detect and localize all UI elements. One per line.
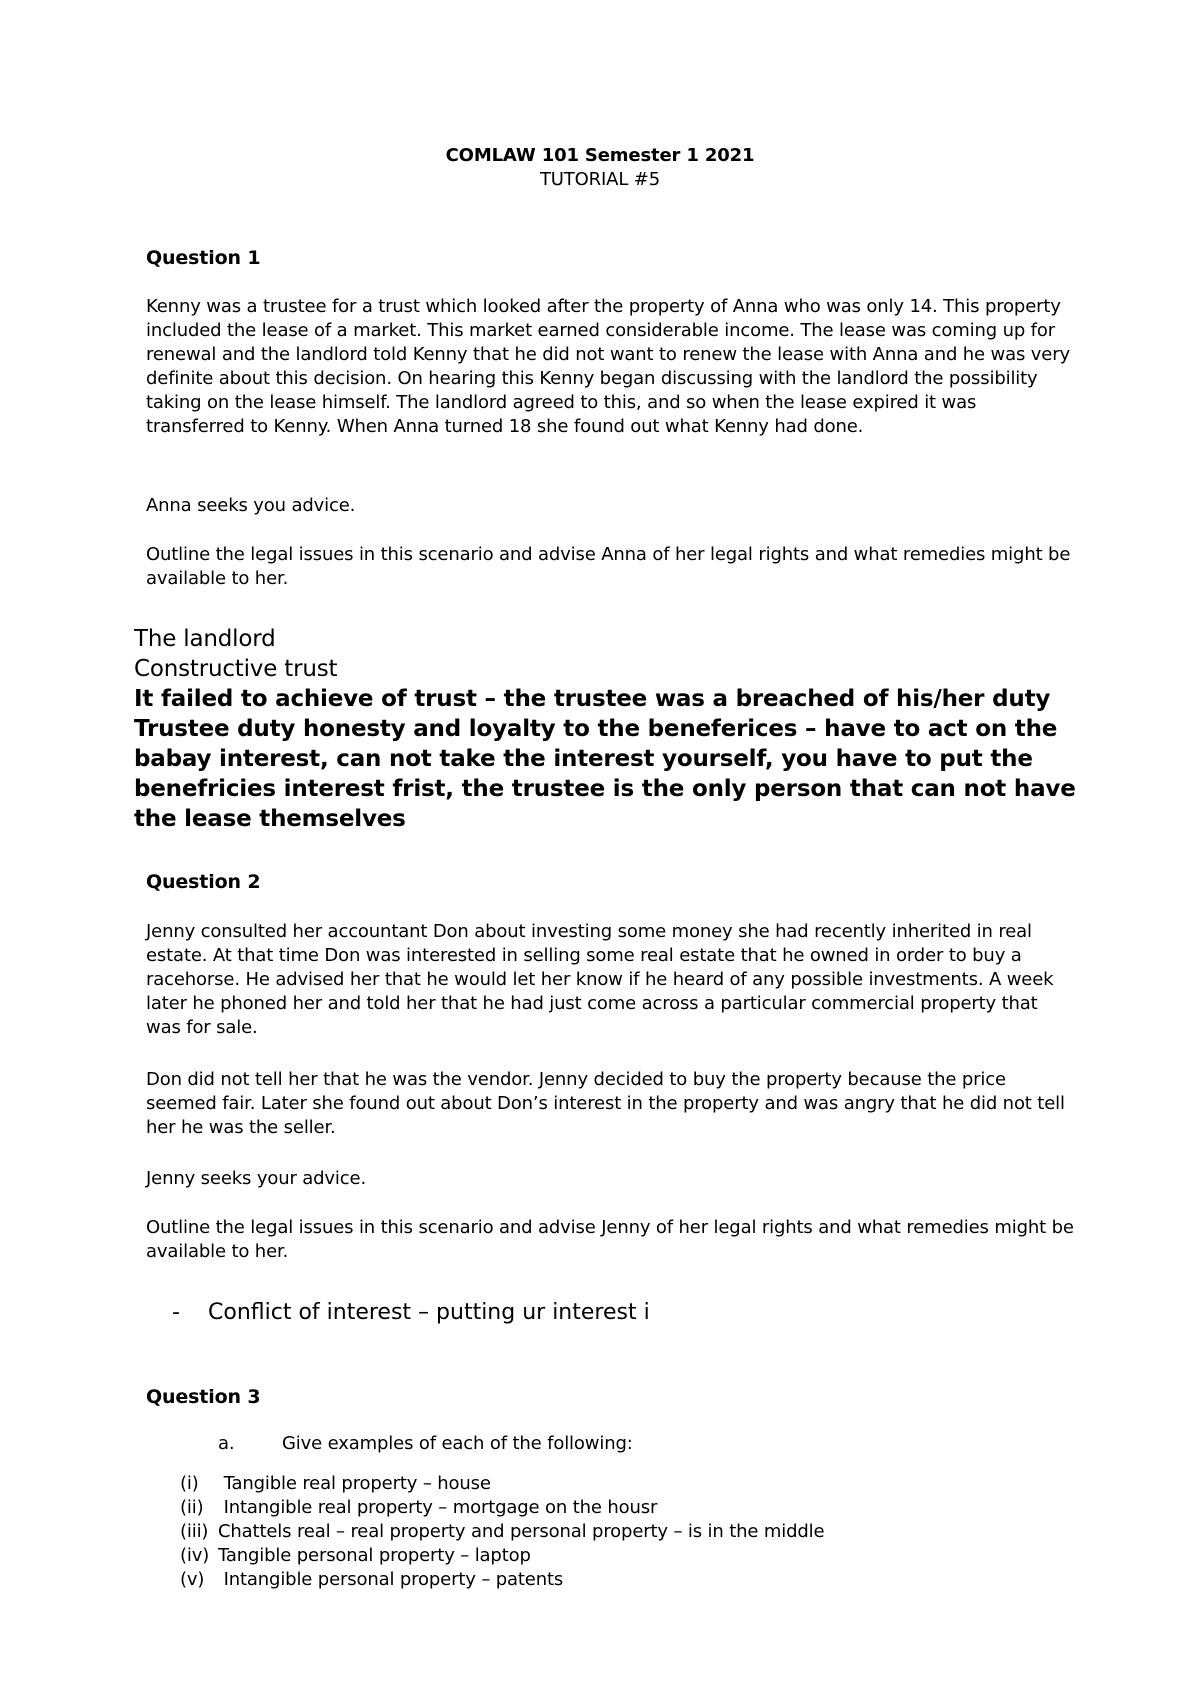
list-item-number: (ii): [180, 1497, 204, 1518]
question-1-instruction: Outline the legal issues in this scenario and advise Anna of her legal rights and what remedies might be available to her.: [146, 544, 1071, 589]
note-line-constructive-trust: Constructive trust: [134, 656, 338, 682]
list-item: [180, 1472, 824, 1496]
note-line-landlord: The landlord: [134, 626, 276, 652]
list-item: [180, 1568, 824, 1592]
answer-notes-1: [134, 624, 1094, 834]
list-item-number: (v): [180, 1569, 205, 1590]
question-1-request: Anna seeks you advice.: [146, 495, 356, 516]
list-item-text: Tangible personal property – laptop: [218, 1545, 531, 1566]
property-examples-list: [180, 1472, 824, 1592]
note-line-trust-duty: It failed to achieve of trust – the trustee was a breached of his/her duty Trustee duty honesty and loyalty to the beneferices – have to act on the babay interest, can not take the interest yourself, you have to put the benefricies interest frist, the trustee is the only person that can not have the lease themselves: [134, 686, 1076, 832]
question-3-part-a: [218, 1432, 633, 1456]
document-title: COMLAW 101 Semester 1 2021: [445, 145, 755, 166]
list-item-text: Tangible real property – house: [223, 1473, 491, 1494]
question-2-paragraph: Jenny consulted her accountant Don about investing some money she had recently inherited in real estate. At that time Don was interested in selling some real estate that he owned in order to buy a racehorse. He advised her that he would let her know if he heard of any possible investments. A week later he phoned her and told her that he had just come across a particular commercial property that was for sale.: [146, 921, 1054, 1038]
list-item-number: (i): [180, 1473, 199, 1494]
question-3-heading: Question 3: [146, 1386, 261, 1408]
list-item: [180, 1520, 824, 1544]
question-1-paragraph: Kenny was a trustee for a trust which looked after the property of Anna who was only 14. This property included the lease of a market. This market earned considerable income. The lease was coming up for renewal and the landlord told Kenny that he did not want to renew the lease with Anna and he was very definite about this decision. On hearing this Kenny began discussing with the landlord the possibility taking on the lease himself. The landlord agreed to this, and so when the lease expired it was transferred to Kenny. When Anna turned 18 she found out what Kenny had done.: [146, 296, 1070, 437]
list-item-number: (iv): [180, 1545, 210, 1566]
answer-note-2: [172, 1298, 650, 1328]
document-header: [0, 144, 1200, 192]
question-2-request: Jenny seeks your advice.: [146, 1168, 367, 1189]
question-2-heading: Question 2: [146, 871, 261, 893]
list-item-text: Intangible personal property – patents: [223, 1569, 564, 1590]
list-item: [180, 1544, 824, 1568]
part-a-text: Give examples of each of the following:: [282, 1433, 633, 1454]
list-item: [180, 1496, 824, 1520]
question-2-instruction: Outline the legal issues in this scenario and advise Jenny of her legal rights and what remedies might be available to her.: [146, 1217, 1074, 1262]
bullet-dash: -: [172, 1300, 180, 1325]
list-item-text: Intangible real property – mortgage on the housr: [223, 1497, 658, 1518]
note-conflict-of-interest: Conflict of interest – putting ur interest i: [208, 1300, 650, 1325]
list-item-number: (iii): [180, 1521, 209, 1542]
part-a-letter: a.: [218, 1433, 235, 1454]
list-item-text: Chattels real – real property and personal property – is in the middle: [218, 1521, 825, 1542]
document-subtitle: TUTORIAL #5: [539, 169, 661, 190]
question-2-paragraph-2: Don did not tell her that he was the vendor. Jenny decided to buy the property because the price seemed fair. Later she found out about Don’s interest in the property and was angry that he did not tell her he was the seller.: [146, 1069, 1065, 1138]
question-1-heading: Question 1: [146, 247, 261, 269]
